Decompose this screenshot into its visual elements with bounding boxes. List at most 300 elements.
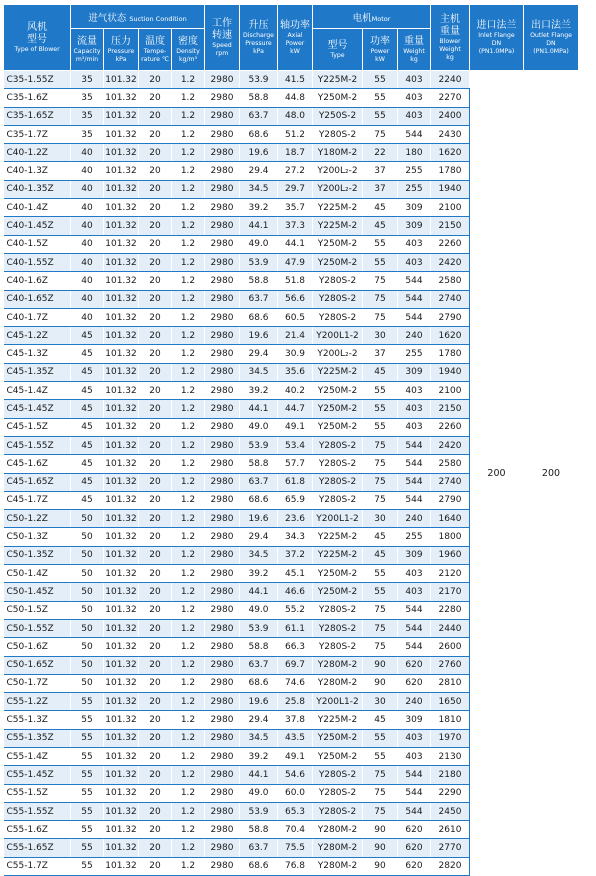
cell-discharge-pressure: 63.7 — [240, 290, 278, 308]
cell-discharge-pressure: 58.8 — [240, 89, 278, 107]
cell-density: 1.2 — [172, 199, 205, 217]
cell-blower-weight: 1620 — [431, 144, 470, 162]
cell-pressure: 101.32 — [104, 71, 139, 89]
cell-capacity: 45 — [71, 455, 104, 473]
cell-discharge-pressure: 63.7 — [240, 473, 278, 491]
cell-axial-power: 23.6 — [278, 510, 313, 528]
cell-blower-weight: 1970 — [431, 729, 470, 747]
cell-discharge-pressure: 63.7 — [240, 107, 278, 125]
cell-model: C45-1.4Z — [4, 382, 71, 400]
cell-discharge-pressure: 58.8 — [240, 638, 278, 656]
cell-capacity: 55 — [71, 857, 104, 875]
cell-capacity: 35 — [71, 107, 104, 125]
cell-motor-type: Y280S-2 — [313, 290, 363, 308]
cell-axial-power: 75.5 — [278, 839, 313, 857]
cell-density: 1.2 — [172, 253, 205, 271]
cell-capacity: 50 — [71, 619, 104, 637]
cell-motor-power: 75 — [363, 784, 398, 802]
cell-motor-type: Y280S-2 — [313, 802, 363, 820]
cell-motor-power: 90 — [363, 857, 398, 875]
cell-model: C55-1.7Z — [4, 857, 71, 875]
cell-blower-weight: 2150 — [431, 217, 470, 235]
cell-motor-type: Y225M-2 — [313, 217, 363, 235]
cell-motor-type: Y280S-2 — [313, 455, 363, 473]
cell-motor-weight: 255 — [398, 180, 431, 198]
cell-pressure: 101.32 — [104, 601, 139, 619]
cell-pressure: 101.32 — [104, 656, 139, 674]
cell-blower-weight: 2180 — [431, 766, 470, 784]
cell-density: 1.2 — [172, 382, 205, 400]
cell-speed: 2980 — [205, 601, 240, 619]
cell-speed: 2980 — [205, 729, 240, 747]
cell-speed: 2980 — [205, 839, 240, 857]
cell-axial-power: 51.8 — [278, 272, 313, 290]
cell-axial-power: 70.4 — [278, 821, 313, 839]
cell-density: 1.2 — [172, 217, 205, 235]
cell-pressure: 101.32 — [104, 821, 139, 839]
header-temperature-en-2: rature ℃ — [141, 55, 169, 63]
cell-blower-weight: 2740 — [431, 290, 470, 308]
cell-capacity: 55 — [71, 693, 104, 711]
cell-motor-weight: 255 — [398, 162, 431, 180]
cell-model: C45-1.35Z — [4, 363, 71, 381]
cell-capacity: 45 — [71, 491, 104, 509]
cell-density: 1.2 — [172, 180, 205, 198]
cell-outlet-flange-dn: 200 — [524, 71, 579, 876]
cell-motor-power: 55 — [363, 253, 398, 271]
cell-motor-type: Y225M-2 — [313, 528, 363, 546]
cell-motor-type: Y200L₂-2 — [313, 345, 363, 363]
cell-blower-weight: 2580 — [431, 455, 470, 473]
cell-density: 1.2 — [172, 327, 205, 345]
cell-model: C45-1.7Z — [4, 491, 71, 509]
cell-axial-power: 54.6 — [278, 766, 313, 784]
cell-discharge-pressure: 58.8 — [240, 821, 278, 839]
cell-speed: 2980 — [205, 583, 240, 601]
cell-motor-power: 55 — [363, 418, 398, 436]
cell-discharge-pressure: 68.6 — [240, 674, 278, 692]
cell-capacity: 50 — [71, 674, 104, 692]
header-discharge-cn: 升压 — [248, 19, 269, 31]
cell-speed: 2980 — [205, 473, 240, 491]
cell-temperature: 20 — [139, 144, 172, 162]
header-capacity — [71, 29, 104, 71]
cell-blower-weight: 1810 — [431, 711, 470, 729]
cell-model: C45-1.2Z — [4, 327, 71, 345]
cell-blower-weight: 2120 — [431, 565, 470, 583]
cell-capacity: 55 — [71, 766, 104, 784]
cell-model: C45-1.65Z — [4, 473, 71, 491]
cell-model: C50-1.5Z — [4, 601, 71, 619]
cell-motor-power: 55 — [363, 400, 398, 418]
cell-motor-power: 75 — [363, 290, 398, 308]
cell-model: C50-1.55Z — [4, 619, 71, 637]
cell-density: 1.2 — [172, 546, 205, 564]
cell-motor-type: Y280S-2 — [313, 766, 363, 784]
cell-temperature: 20 — [139, 71, 172, 89]
header-capacity-cn: 流量 — [77, 35, 97, 47]
header-blower-weight — [431, 5, 470, 71]
cell-discharge-pressure: 39.2 — [240, 199, 278, 217]
cell-blower-weight: 2240 — [431, 71, 470, 89]
cell-discharge-pressure: 29.4 — [240, 162, 278, 180]
cell-pressure: 101.32 — [104, 199, 139, 217]
header-speed-cn-2: 转速 — [212, 29, 232, 41]
cell-motor-weight: 240 — [398, 510, 431, 528]
cell-pressure: 101.32 — [104, 729, 139, 747]
cell-motor-type: Y280M-2 — [313, 839, 363, 857]
cell-pressure: 101.32 — [104, 619, 139, 637]
cell-motor-type: Y280S-2 — [313, 638, 363, 656]
cell-axial-power: 35.7 — [278, 199, 313, 217]
cell-capacity: 40 — [71, 253, 104, 271]
cell-pressure: 101.32 — [104, 235, 139, 253]
cell-temperature: 20 — [139, 546, 172, 564]
cell-motor-weight: 544 — [398, 272, 431, 290]
cell-motor-weight: 544 — [398, 802, 431, 820]
table-row — [4, 71, 579, 89]
cell-pressure: 101.32 — [104, 802, 139, 820]
cell-temperature: 20 — [139, 747, 172, 765]
cell-motor-power: 55 — [363, 565, 398, 583]
cell-motor-type: Y280M-2 — [313, 674, 363, 692]
cell-motor-power: 55 — [363, 747, 398, 765]
header-speed-cn-1: 工作 — [212, 17, 232, 29]
header-inlet-flange — [470, 5, 524, 71]
cell-discharge-pressure: 53.9 — [240, 253, 278, 271]
cell-capacity: 55 — [71, 729, 104, 747]
cell-discharge-pressure: 68.6 — [240, 308, 278, 326]
cell-density: 1.2 — [172, 436, 205, 454]
cell-speed: 2980 — [205, 656, 240, 674]
cell-capacity: 40 — [71, 144, 104, 162]
cell-speed: 2980 — [205, 802, 240, 820]
cell-motor-weight: 620 — [398, 839, 431, 857]
cell-model: C45-1.5Z — [4, 418, 71, 436]
cell-pressure: 101.32 — [104, 382, 139, 400]
cell-motor-weight: 544 — [398, 491, 431, 509]
cell-pressure: 101.32 — [104, 125, 139, 143]
cell-temperature: 20 — [139, 583, 172, 601]
cell-density: 1.2 — [172, 491, 205, 509]
header-blower-type-cn-1: 风机 — [27, 21, 47, 33]
header-outlet-en-1: Outlet Flange — [530, 31, 572, 39]
cell-motor-power: 30 — [363, 510, 398, 528]
cell-temperature: 20 — [139, 235, 172, 253]
cell-motor-power: 45 — [363, 711, 398, 729]
header-blower-weight-en-3: kg — [446, 53, 454, 61]
cell-model: C55-1.45Z — [4, 766, 71, 784]
header-motor-cn: 电机 — [352, 12, 372, 24]
cell-density: 1.2 — [172, 619, 205, 637]
cell-model: C55-1.35Z — [4, 729, 71, 747]
cell-blower-weight: 2770 — [431, 839, 470, 857]
cell-pressure: 101.32 — [104, 693, 139, 711]
cell-model: C40-1.45Z — [4, 217, 71, 235]
cell-blower-weight: 2290 — [431, 784, 470, 802]
cell-temperature: 20 — [139, 528, 172, 546]
cell-pressure: 101.32 — [104, 162, 139, 180]
cell-pressure: 101.32 — [104, 528, 139, 546]
header-speed — [205, 5, 240, 71]
cell-speed: 2980 — [205, 565, 240, 583]
cell-blower-weight: 1960 — [431, 546, 470, 564]
cell-axial-power: 48.0 — [278, 107, 313, 125]
cell-model: C55-1.2Z — [4, 693, 71, 711]
cell-speed: 2980 — [205, 747, 240, 765]
cell-discharge-pressure: 34.5 — [240, 180, 278, 198]
cell-capacity: 50 — [71, 583, 104, 601]
cell-pressure: 101.32 — [104, 766, 139, 784]
cell-temperature: 20 — [139, 217, 172, 235]
cell-axial-power: 51.2 — [278, 125, 313, 143]
cell-speed: 2980 — [205, 107, 240, 125]
cell-motor-type: Y280S-2 — [313, 784, 363, 802]
cell-discharge-pressure: 53.9 — [240, 802, 278, 820]
header-suction-en: Suction Condition — [129, 14, 187, 23]
cell-capacity: 55 — [71, 821, 104, 839]
cell-speed: 2980 — [205, 327, 240, 345]
cell-motor-weight: 544 — [398, 766, 431, 784]
cell-speed: 2980 — [205, 382, 240, 400]
cell-motor-power: 75 — [363, 619, 398, 637]
cell-pressure: 101.32 — [104, 418, 139, 436]
cell-motor-power: 45 — [363, 199, 398, 217]
cell-capacity: 40 — [71, 217, 104, 235]
cell-discharge-pressure: 34.5 — [240, 729, 278, 747]
table-header — [4, 5, 579, 71]
cell-motor-power: 75 — [363, 436, 398, 454]
cell-temperature: 20 — [139, 857, 172, 875]
cell-blower-weight: 2430 — [431, 125, 470, 143]
cell-temperature: 20 — [139, 400, 172, 418]
cell-temperature: 20 — [139, 327, 172, 345]
header-axial-power — [278, 5, 313, 71]
cell-motor-power: 45 — [363, 546, 398, 564]
cell-axial-power: 45.1 — [278, 565, 313, 583]
cell-temperature: 20 — [139, 290, 172, 308]
cell-blower-weight: 2740 — [431, 473, 470, 491]
cell-temperature: 20 — [139, 272, 172, 290]
cell-speed: 2980 — [205, 674, 240, 692]
cell-blower-weight: 2260 — [431, 418, 470, 436]
cell-capacity: 40 — [71, 180, 104, 198]
cell-speed: 2980 — [205, 217, 240, 235]
cell-axial-power: 74.6 — [278, 674, 313, 692]
cell-speed: 2980 — [205, 418, 240, 436]
cell-axial-power: 60.5 — [278, 308, 313, 326]
cell-blower-weight: 2260 — [431, 235, 470, 253]
header-density-en-2: kg/m³ — [178, 55, 198, 63]
cell-speed: 2980 — [205, 290, 240, 308]
cell-motor-weight: 403 — [398, 235, 431, 253]
cell-motor-type: Y250M-2 — [313, 418, 363, 436]
cell-motor-type: Y280S-2 — [313, 619, 363, 637]
cell-axial-power: 60.0 — [278, 784, 313, 802]
cell-speed: 2980 — [205, 272, 240, 290]
cell-motor-power: 90 — [363, 821, 398, 839]
cell-speed: 2980 — [205, 162, 240, 180]
cell-model: C40-1.35Z — [4, 180, 71, 198]
cell-blower-weight: 2100 — [431, 382, 470, 400]
cell-motor-type: Y280S-2 — [313, 491, 363, 509]
header-outlet-cn: 出口法兰 — [531, 19, 571, 31]
cell-blower-weight: 2760 — [431, 656, 470, 674]
cell-temperature: 20 — [139, 729, 172, 747]
cell-temperature: 20 — [139, 180, 172, 198]
cell-motor-type: Y225M-2 — [313, 546, 363, 564]
cell-motor-power: 55 — [363, 583, 398, 601]
cell-motor-power: 55 — [363, 235, 398, 253]
cell-blower-weight: 2150 — [431, 400, 470, 418]
cell-capacity: 40 — [71, 308, 104, 326]
cell-blower-weight: 2820 — [431, 857, 470, 875]
header-discharge — [240, 5, 278, 71]
cell-model: C35-1.6Z — [4, 89, 71, 107]
header-capacity-en-1: Capacity — [73, 47, 101, 55]
cell-discharge-pressure: 19.6 — [240, 693, 278, 711]
cell-motor-type: Y200L₂-2 — [313, 180, 363, 198]
header-motor-en: Motor — [371, 14, 391, 23]
header-suction-group — [71, 5, 205, 29]
cell-model: C55-1.55Z — [4, 802, 71, 820]
cell-blower-weight: 1940 — [431, 180, 470, 198]
cell-model: C50-1.4Z — [4, 565, 71, 583]
cell-motor-weight: 544 — [398, 619, 431, 637]
cell-motor-power: 75 — [363, 766, 398, 784]
cell-motor-power: 75 — [363, 802, 398, 820]
header-motor-type — [313, 29, 363, 71]
cell-axial-power: 76.8 — [278, 857, 313, 875]
cell-speed: 2980 — [205, 638, 240, 656]
cell-capacity: 50 — [71, 638, 104, 656]
header-motor-weight-en-1: Weight — [403, 47, 425, 55]
header-pressure-cn: 压力 — [111, 35, 131, 47]
cell-density: 1.2 — [172, 693, 205, 711]
cell-discharge-pressure: 63.7 — [240, 839, 278, 857]
cell-axial-power: 49.1 — [278, 747, 313, 765]
cell-capacity: 50 — [71, 510, 104, 528]
cell-temperature: 20 — [139, 363, 172, 381]
cell-discharge-pressure: 68.6 — [240, 857, 278, 875]
cell-model: C50-1.3Z — [4, 528, 71, 546]
cell-capacity: 55 — [71, 747, 104, 765]
cell-temperature: 20 — [139, 473, 172, 491]
cell-axial-power: 47.9 — [278, 253, 313, 271]
cell-capacity: 55 — [71, 784, 104, 802]
cell-motor-type: Y280S-2 — [313, 601, 363, 619]
cell-axial-power: 41.5 — [278, 71, 313, 89]
cell-motor-power: 30 — [363, 327, 398, 345]
cell-motor-weight: 544 — [398, 601, 431, 619]
cell-model: C40-1.2Z — [4, 144, 71, 162]
cell-axial-power: 61.1 — [278, 619, 313, 637]
cell-model: C40-1.65Z — [4, 290, 71, 308]
cell-model: C50-1.35Z — [4, 546, 71, 564]
cell-motor-power: 45 — [363, 217, 398, 235]
header-discharge-en-2: Pressure — [245, 39, 272, 47]
cell-motor-power: 90 — [363, 674, 398, 692]
header-motor-power-en-1: Power — [370, 47, 390, 55]
cell-temperature: 20 — [139, 565, 172, 583]
cell-motor-power: 75 — [363, 473, 398, 491]
cell-pressure: 101.32 — [104, 400, 139, 418]
cell-motor-power: 37 — [363, 162, 398, 180]
header-inlet-en-2: DN — [491, 39, 502, 47]
cell-motor-weight: 544 — [398, 473, 431, 491]
cell-model: C50-1.65Z — [4, 656, 71, 674]
header-blower-weight-cn-1: 主机 — [440, 13, 460, 25]
cell-model: C55-1.6Z — [4, 821, 71, 839]
cell-speed: 2980 — [205, 199, 240, 217]
cell-discharge-pressure: 49.0 — [240, 235, 278, 253]
cell-motor-type: Y250M-2 — [313, 583, 363, 601]
cell-pressure: 101.32 — [104, 674, 139, 692]
header-axial-en-1: Axial — [287, 31, 303, 39]
cell-motor-power: 22 — [363, 144, 398, 162]
cell-speed: 2980 — [205, 693, 240, 711]
cell-motor-weight: 403 — [398, 729, 431, 747]
cell-model: C45-1.55Z — [4, 436, 71, 454]
header-motor-power-cn: 功率 — [370, 35, 390, 47]
cell-motor-weight: 620 — [398, 857, 431, 875]
cell-temperature: 20 — [139, 125, 172, 143]
cell-motor-power: 75 — [363, 491, 398, 509]
cell-temperature: 20 — [139, 711, 172, 729]
cell-density: 1.2 — [172, 473, 205, 491]
cell-density: 1.2 — [172, 528, 205, 546]
cell-discharge-pressure: 68.6 — [240, 491, 278, 509]
cell-motor-type: Y250M-2 — [313, 382, 363, 400]
cell-motor-power: 55 — [363, 382, 398, 400]
cell-discharge-pressure: 29.4 — [240, 528, 278, 546]
cell-motor-weight: 309 — [398, 199, 431, 217]
cell-axial-power: 57.7 — [278, 455, 313, 473]
cell-model: C35-1.55Z — [4, 71, 71, 89]
cell-capacity: 40 — [71, 290, 104, 308]
cell-capacity: 55 — [71, 711, 104, 729]
cell-motor-type: Y250M-2 — [313, 729, 363, 747]
cell-capacity: 45 — [71, 418, 104, 436]
cell-motor-weight: 180 — [398, 144, 431, 162]
cell-blower-weight: 2420 — [431, 253, 470, 271]
cell-temperature: 20 — [139, 839, 172, 857]
cell-temperature: 20 — [139, 418, 172, 436]
cell-model: C55-1.3Z — [4, 711, 71, 729]
cell-axial-power: 30.9 — [278, 345, 313, 363]
cell-discharge-pressure: 44.1 — [240, 583, 278, 601]
cell-capacity: 45 — [71, 382, 104, 400]
header-capacity-en-2: m³/min — [75, 55, 99, 63]
cell-pressure: 101.32 — [104, 436, 139, 454]
cell-density: 1.2 — [172, 565, 205, 583]
cell-model: C40-1.55Z — [4, 253, 71, 271]
cell-motor-power: 75 — [363, 601, 398, 619]
cell-pressure: 101.32 — [104, 290, 139, 308]
cell-temperature: 20 — [139, 821, 172, 839]
header-axial-cn: 轴功率 — [280, 19, 310, 31]
cell-temperature: 20 — [139, 491, 172, 509]
cell-motor-weight: 403 — [398, 107, 431, 125]
cell-temperature: 20 — [139, 107, 172, 125]
cell-density: 1.2 — [172, 418, 205, 436]
cell-model: C40-1.6Z — [4, 272, 71, 290]
cell-capacity: 40 — [71, 235, 104, 253]
cell-blower-weight: 1640 — [431, 510, 470, 528]
header-pressure — [104, 29, 139, 71]
cell-motor-type: Y250M-2 — [313, 747, 363, 765]
cell-pressure: 101.32 — [104, 638, 139, 656]
